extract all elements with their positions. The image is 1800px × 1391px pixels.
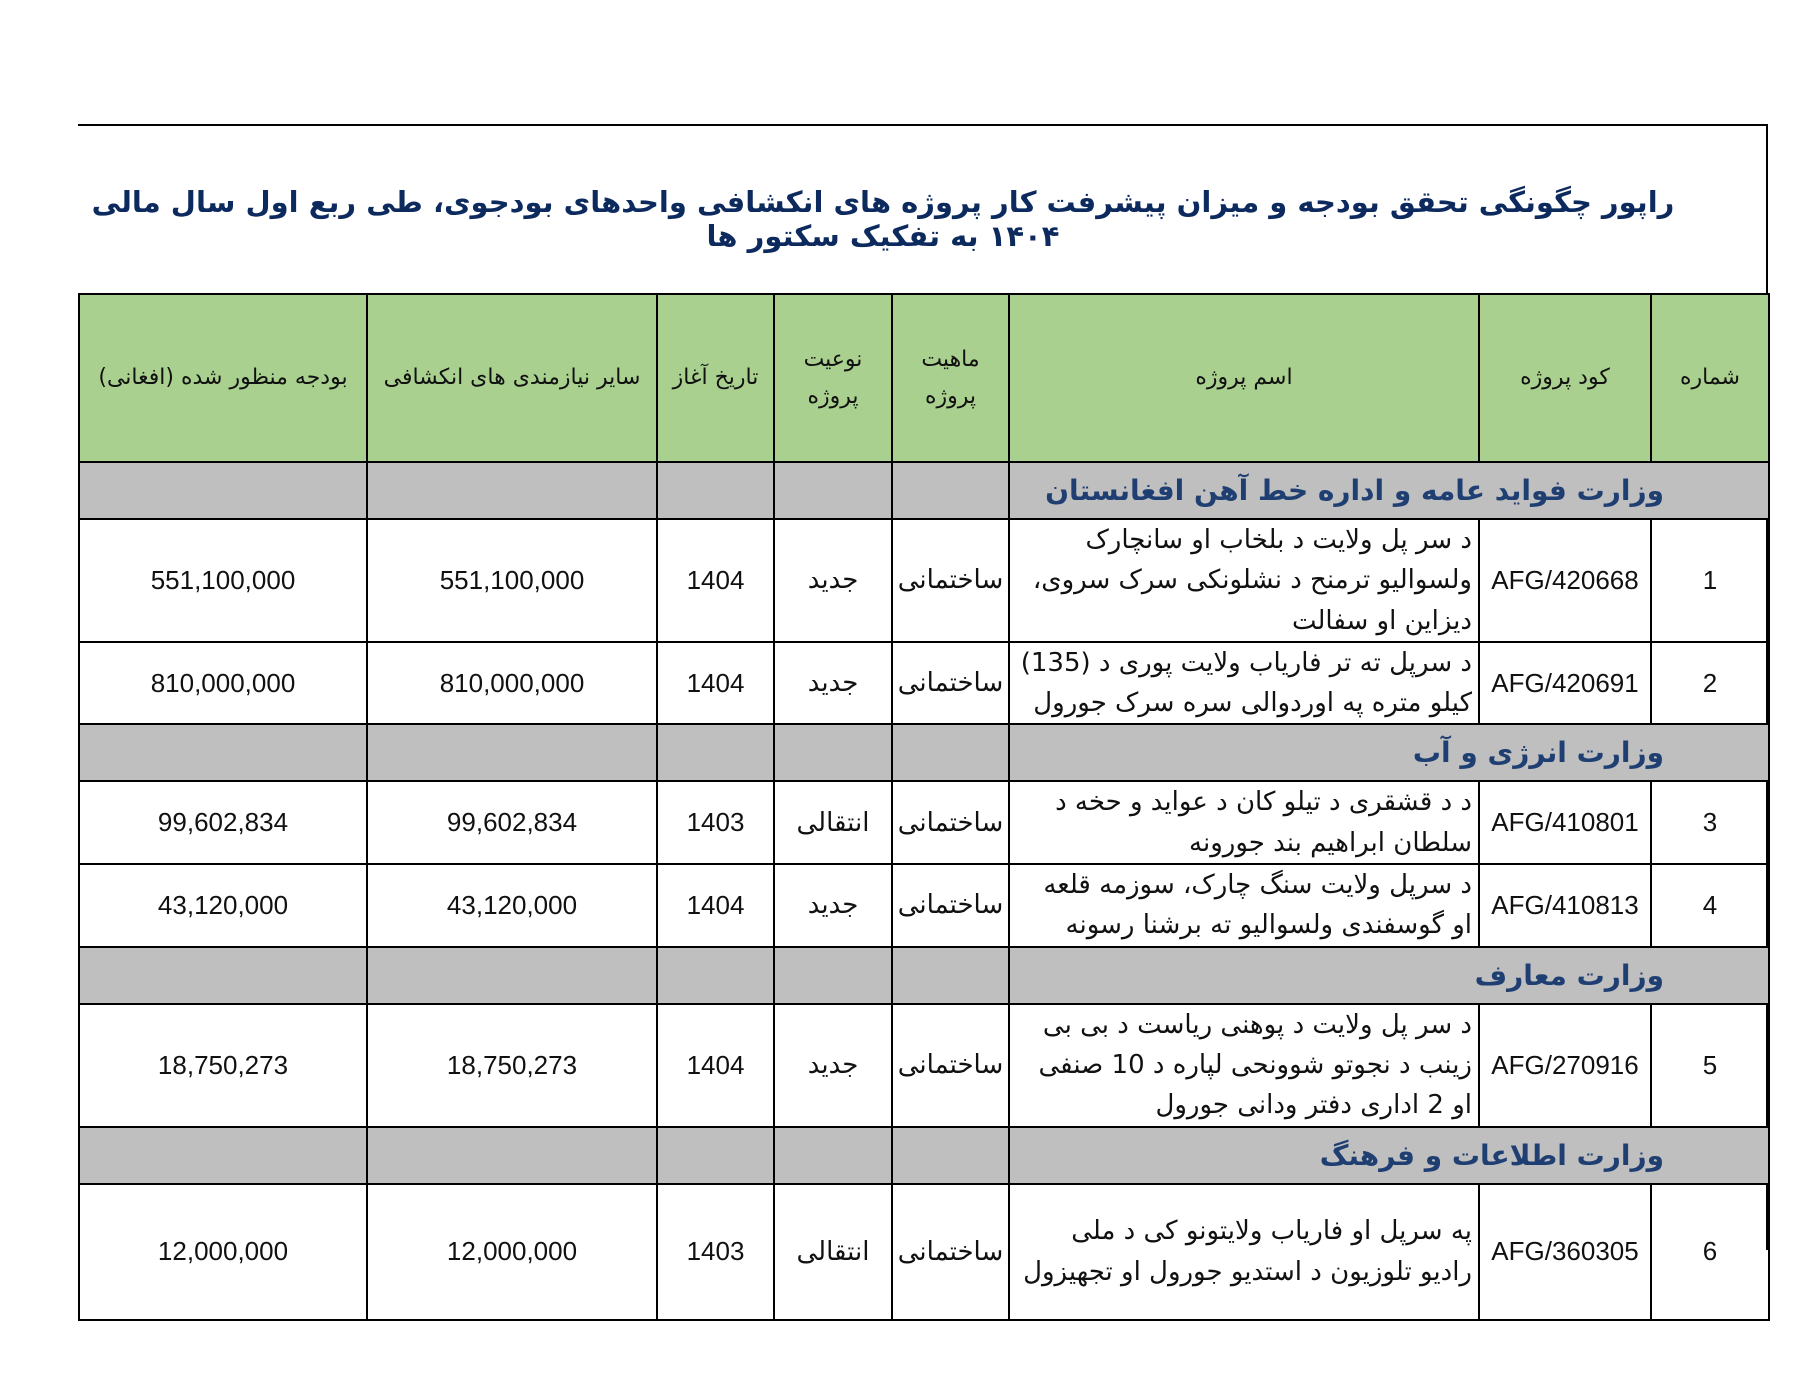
project-code: AFG/410813 (1479, 864, 1651, 947)
start-date: 1403 (657, 1184, 774, 1320)
table-row (79, 519, 1769, 642)
header-name: اسم پروژه (1009, 294, 1479, 462)
approved-budget: 18,750,273 (79, 1004, 367, 1127)
row-number: 3 (1651, 781, 1769, 864)
table-row (79, 1184, 1769, 1320)
project-code: AFG/420668 (1479, 519, 1651, 642)
row-number: 2 (1651, 642, 1769, 725)
header-budget: بودجه منظور شده (افغانی) (79, 294, 367, 462)
table-row (79, 1004, 1769, 1127)
header-start: تاریخ آغاز (657, 294, 774, 462)
other-needs: 99,602,834 (367, 781, 657, 864)
project-name: د سر پل ولایت د پوهنی ریاست د بی بی زینب د نجوتو شوونحی لپاره د 10 صنفی او 2 اداری دفتر ودانی جورول (1009, 1004, 1479, 1127)
header-other: سایر نیازمندی های انکشافی (367, 294, 657, 462)
sector-name: وزارت فواید عامه و اداره خط آهن افغانستان (1009, 462, 1769, 519)
start-date: 1404 (657, 864, 774, 947)
other-needs: 12,000,000 (367, 1184, 657, 1320)
header-row (79, 294, 1769, 462)
start-date: 1404 (657, 642, 774, 725)
approved-budget: 99,602,834 (79, 781, 367, 864)
start-date: 1404 (657, 1004, 774, 1127)
project-nature: ساختمانی (892, 642, 1009, 725)
project-type: جدید (774, 864, 892, 947)
sector-row (79, 462, 1769, 519)
row-number: 1 (1651, 519, 1769, 642)
project-name: د سرپل ته تر فاریاب ولایت پوری د (135) کیلو متره په اوردوالی سره سرک جورول (1009, 642, 1479, 725)
sector-row (79, 724, 1769, 781)
project-type: انتقالی (774, 781, 892, 864)
sector-name: وزارت اطلاعات و فرهنگ (1009, 1127, 1769, 1184)
project-type: جدید (774, 642, 892, 725)
approved-budget: 43,120,000 (79, 864, 367, 947)
project-type: جدید (774, 519, 892, 642)
project-type: جدید (774, 1004, 892, 1127)
project-name: د د قشقری د تیلو کان د عواید و حخه د سلطان ابراهیم بند جورونه (1009, 781, 1479, 864)
table-row (79, 864, 1769, 947)
approved-budget: 810,000,000 (79, 642, 367, 725)
sector-name: وزارت انرژی و آب (1009, 724, 1769, 781)
start-date: 1404 (657, 519, 774, 642)
header-type: نوعیت پروژه (774, 294, 892, 462)
project-nature: ساختمانی (892, 1184, 1009, 1320)
project-type: انتقالی (774, 1184, 892, 1320)
approved-budget: 12,000,000 (79, 1184, 367, 1320)
other-needs: 43,120,000 (367, 864, 657, 947)
other-needs: 810,000,000 (367, 642, 657, 725)
start-date: 1403 (657, 781, 774, 864)
project-name: په سرپل او فاریاب ولایتونو کی د ملی رادیو تلوزیون د استدیو جورول او تجهیزول (1009, 1184, 1479, 1320)
other-needs: 18,750,273 (367, 1004, 657, 1127)
project-name: د سر پل ولایت د بلخاب او سانچارک ولسوالیو ترمنح د نشلونکی سرک سروی، دیزاین او سفالت (1009, 519, 1479, 642)
project-code: AFG/270916 (1479, 1004, 1651, 1127)
row-number: 6 (1651, 1184, 1769, 1320)
sector-row (79, 1127, 1769, 1184)
report-title: راپور چگونگی تحقق بودجه و میزان پیشرفت کار پروژه های انکشافی واحدهای بودجوی، طی ربع اول سال مالی ۱۴۰۴ به تفکیک سکتور ها (91, 185, 1675, 253)
project-name: د سرپل ولایت سنگ چارک، سوزمه قلعه او گوسفندی ولسوالیو ته برشنا رسونه (1009, 864, 1479, 947)
header-number: شماره (1651, 294, 1769, 462)
row-number: 5 (1651, 1004, 1769, 1127)
header-nature: ماهیت پروژه (892, 294, 1009, 462)
approved-budget: 551,100,000 (79, 519, 367, 642)
project-code: AFG/360305 (1479, 1184, 1651, 1320)
header-code: کود پروژه (1479, 294, 1651, 462)
sector-name: وزارت معارف (1009, 947, 1769, 1004)
project-code: AFG/420691 (1479, 642, 1651, 725)
project-nature: ساختمانی (892, 1004, 1009, 1127)
project-nature: ساختمانی (892, 864, 1009, 947)
sector-row (79, 947, 1769, 1004)
other-needs: 551,100,000 (367, 519, 657, 642)
project-nature: ساختمانی (892, 781, 1009, 864)
table-row (79, 781, 1769, 864)
table-row (79, 642, 1769, 725)
project-nature: ساختمانی (892, 519, 1009, 642)
project-code: AFG/410801 (1479, 781, 1651, 864)
row-number: 4 (1651, 864, 1769, 947)
report-table (78, 293, 1770, 1321)
